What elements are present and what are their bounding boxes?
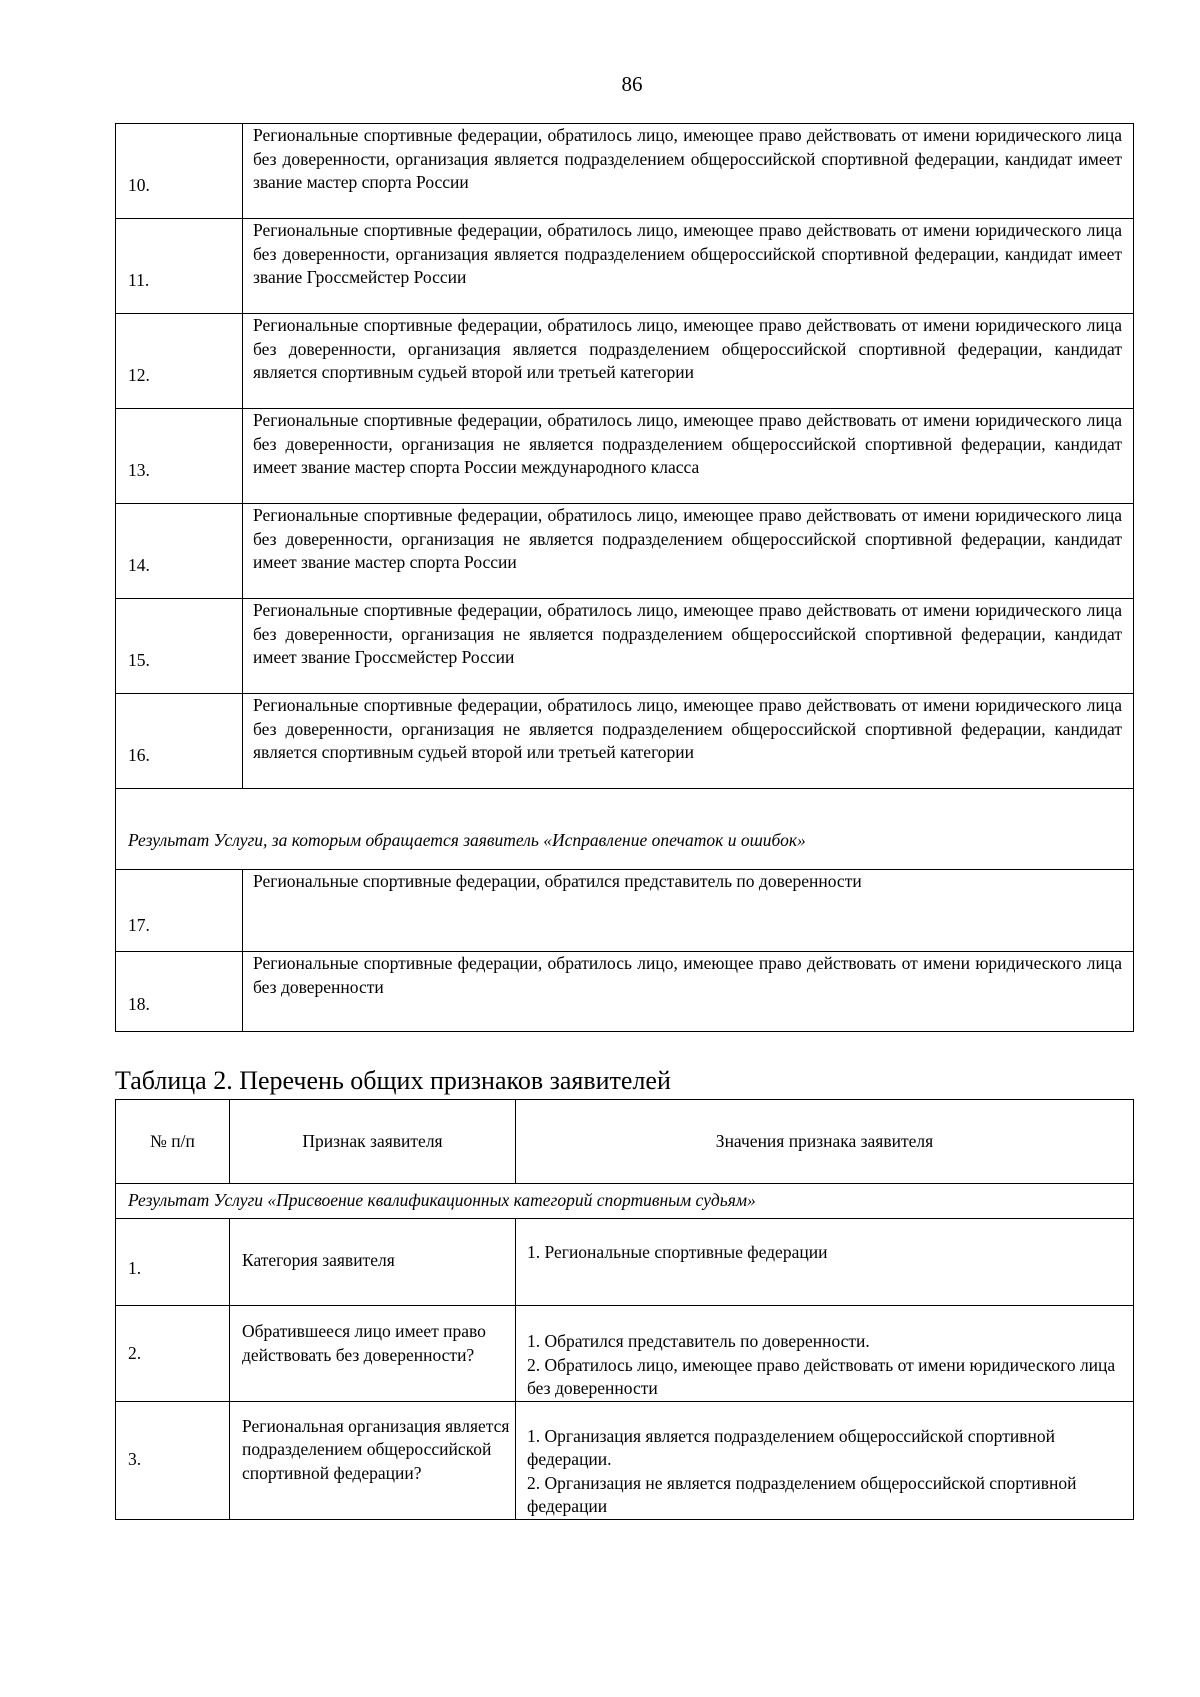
header-values: Значения признака заявителя (516, 1100, 1134, 1184)
row-values (516, 1306, 1134, 1402)
page-number: 86 (621, 72, 643, 96)
row-sign: Региональная организация является подразделением общероссийской спортивной федерации? (230, 1401, 516, 1519)
value-item: 1. Обратился представитель по доверенности. (527, 1331, 870, 1351)
section-row (116, 1184, 1134, 1219)
value-item: 1. Региональные спортивные федерации (527, 1242, 828, 1262)
row-number: 16. (116, 694, 243, 789)
header-number: № п/п (116, 1100, 230, 1184)
section-row (116, 789, 1134, 870)
row-number: 12. (116, 314, 243, 409)
row-number: 15. (116, 599, 243, 694)
table-row (116, 1401, 1134, 1519)
row-values (516, 1401, 1134, 1519)
table-row (116, 1219, 1134, 1306)
table-row (116, 314, 1134, 409)
row-text: Региональные спортивные федерации, обратилось лицо, имеющее право действовать от имени юридического лица без доверенности, организация не является подразделением общероссийской спортивной федерации, кандидат имеет звание Гроссмейстер России (243, 599, 1134, 694)
table-header-row (116, 1100, 1134, 1184)
row-text: Региональные спортивные федерации, обратилось лицо, имеющее право действовать от имени юридического лица без доверенности, организация не является подразделением общероссийской спортивной федерации, кандидат имеет звание мастер спорта России международного класса (243, 409, 1134, 504)
row-text: Региональные спортивные федерации, обратилось лицо, имеющее право действовать от имени юридического лица без доверенности, организация является подразделением общероссийской спортивной федерации, кандидат имеет звание Гроссмейстер России (243, 219, 1134, 314)
row-number: 3. (116, 1401, 230, 1519)
section-title: Результат Услуги «Присвоение квалификационных категорий спортивным судьям» (116, 1184, 1134, 1219)
table2-title: Таблица 2. Перечень общих признаков заявителей (115, 1066, 671, 1095)
row-text: Региональные спортивные федерации, обратилось лицо, имеющее право действовать от имени юридического лица без доверенности, организация не является подразделением общероссийской спортивной федерации, кандидат имеет звание мастер спорта России (243, 504, 1134, 599)
table-row (116, 1306, 1134, 1402)
value-item: 2. Организация не является подразделением общероссийской спортивной федерации (527, 1472, 1077, 1516)
row-text: Региональные спортивные федерации, обратилось лицо, имеющее право действовать от имени юридического лица без доверенности, организация является подразделением общероссийской спортивной федерации, кандидат имеет звание мастер спорта России (243, 124, 1134, 219)
row-number: 14. (116, 504, 243, 599)
table-row (116, 952, 1134, 1032)
row-number: 11. (116, 219, 243, 314)
table-row (116, 504, 1134, 599)
value-item: 2. Обратилось лицо, имеющее право действовать от имени юридического лица без доверенности (527, 1354, 1116, 1398)
table-row (116, 870, 1134, 952)
row-values (516, 1219, 1134, 1306)
table-row (116, 219, 1134, 314)
row-number: 10. (116, 124, 243, 219)
header-sign: Признак заявителя (230, 1100, 516, 1184)
applicant-variants-table (115, 123, 1134, 1032)
row-number: 18. (116, 952, 243, 1032)
applicant-signs-table (115, 1099, 1134, 1520)
row-text: Региональные спортивные федерации, обратился представитель по доверенности (243, 870, 1134, 952)
row-number: 13. (116, 409, 243, 504)
table-row (116, 694, 1134, 789)
section-cell (116, 789, 1134, 870)
row-sign: Категория заявителя (230, 1219, 516, 1306)
row-number: 1. (116, 1219, 230, 1306)
row-sign: Обратившееся лицо имеет право действовать без доверенности? (230, 1306, 516, 1402)
section-title: Результат Услуги, за которым обращается заявитель «Исправление опечаток и ошибок» (128, 830, 806, 850)
table-row (116, 124, 1134, 219)
table-row (116, 599, 1134, 694)
row-number: 2. (116, 1306, 230, 1402)
row-text: Региональные спортивные федерации, обратилось лицо, имеющее право действовать от имени юридического лица без доверенности, организация не является подразделением общероссийской спортивной федерации, кандидат является спортивным судьей второй или третьей категории (243, 694, 1134, 789)
table-row (116, 409, 1134, 504)
value-item: 1. Организация является подразделением общероссийской спортивной федерации. (527, 1425, 1055, 1469)
row-number: 17. (116, 870, 243, 952)
row-text: Региональные спортивные федерации, обратилось лицо, имеющее право действовать от имени юридического лица без доверенности, организация является подразделением общероссийской спортивной федерации, кандидат является спортивным судьей второй или третьей категории (243, 314, 1134, 409)
row-text: Региональные спортивные федерации, обратилось лицо, имеющее право действовать от имени юридического лица без доверенности (243, 952, 1134, 1032)
